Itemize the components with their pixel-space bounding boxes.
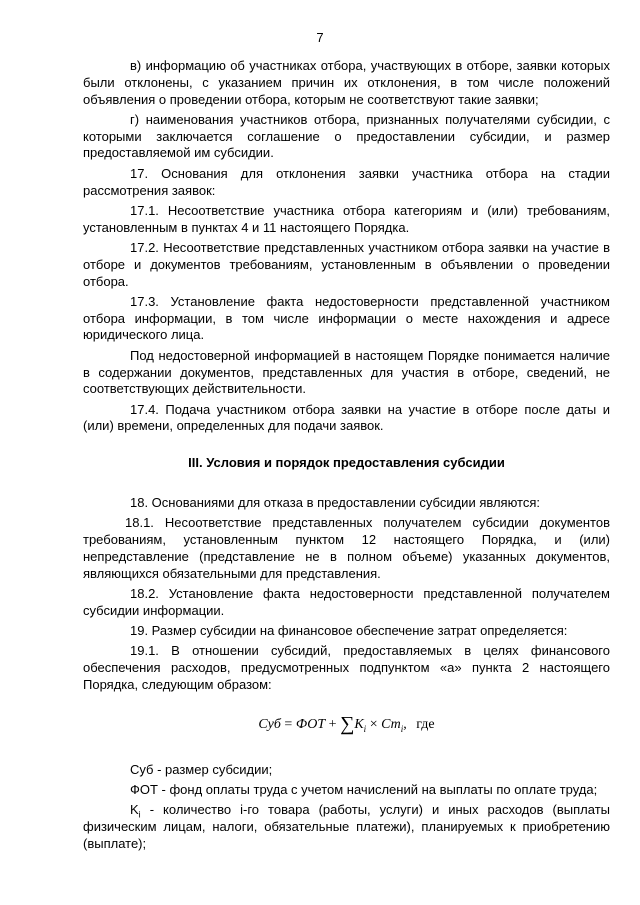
definition-k-sub: i <box>138 809 141 820</box>
definition-k-symbol: K <box>130 802 139 818</box>
paragraph-18-1: 18.1. Несоответствие представленных получателем субсидии документов требованиям, установленным пунктом 12 настоящего Порядка, и (или) непредставление (представление не в полном объеме) указанных документов, являющихся обязательными для представления. <box>83 515 610 581</box>
definition-sub: Суб - размер субсидии; <box>130 761 273 777</box>
paragraph-19: 19. Размер субсидии на финансовое обеспечение затрат определяется: <box>130 623 568 639</box>
formula-fot: ФОТ <box>295 716 326 732</box>
definition-k-text: - количество i-го товара (работы, услуги) и иных расходов (выплаты физическим лицам, налоги, обязательные платежи), планируемых к приобретению (выплате); <box>83 802 610 851</box>
formula-comma: , <box>403 716 407 732</box>
paragraph-v: в) информацию об участниках отбора, участвующих в отборе, заявки которых были отклонены, с указанием причин их отклонения, в том числе положений объявления о проведении отбора, которым не соответствуют такие заявки; <box>83 58 610 107</box>
paragraph-19-1: 19.1. В отношении субсидий, предоставляемых в целях финансового обеспечения расходов, предусмотренных подпунктом «а» пункта 2 настоящего Порядка, следующим образом: <box>83 643 610 692</box>
formula-equals: = <box>284 716 293 732</box>
subsidy-formula <box>83 712 610 735</box>
definition-fot: ФОТ - фонд оплаты труда с учетом начислений на выплаты по оплате труда; <box>130 781 598 797</box>
paragraph-17-4: 17.4. Подача участником отбора заявки на участие в отборе после даты и (или) времени, определенных для подачи заявок. <box>83 401 610 434</box>
paragraph-17-3: 17.3. Установление факта недостоверности представленной участником отбора информации, в том числе информации о месте нахождения и адресе юридического лица. <box>83 293 610 343</box>
formula-sub: Суб <box>258 716 281 732</box>
paragraph-17: 17. Основания для отклонения заявки участника отбора на стадии рассмотрения заявок: <box>83 165 610 198</box>
document-body <box>83 58 610 856</box>
formula-plus: + <box>328 716 337 732</box>
definition-k <box>83 802 610 852</box>
paragraph-18-2: 18.2. Установление факта недостоверности представленной получателем субсидии информации. <box>83 586 610 618</box>
summation-icon: ∑ <box>340 712 355 735</box>
paragraph-false-info: Под недостоверной информацией в настоящем Порядке понимается наличие в содержании документов, представленных для участия в отборе, сведений, не соответствующих действительности. <box>83 347 610 397</box>
paragraph-17-2: 17.2. Несоответствие представленных участником отбора заявки на участие в отборе и документов требованиям, установленным в объявлении о проведении отбора. <box>83 239 610 289</box>
section-heading: III. Условия и порядок предоставления субсидии <box>188 455 505 471</box>
formula-k: K <box>354 716 364 732</box>
paragraph-g: г) наименования участников отбора, признанных получателями субсидии, с которыми заключается соглашение о предоставлении субсидии, и размер предоставляемой им субсидии. <box>83 111 610 161</box>
formula-where: где <box>416 716 435 732</box>
paragraph-17-1: 17.1. Несоответствие участника отбора категориям и (или) требованиям, установленным в пунктах 4 и 11 настоящего Порядка. <box>83 202 610 235</box>
formula-ct: Ст <box>381 716 401 732</box>
formula-times: × <box>369 716 378 732</box>
formula-ct-sub: i <box>400 723 404 734</box>
paragraph-18: 18. Основаниями для отказа в предоставлении субсидии являются: <box>130 495 541 511</box>
formula-k-sub: i <box>363 723 367 734</box>
page-number: 7 <box>316 30 324 45</box>
